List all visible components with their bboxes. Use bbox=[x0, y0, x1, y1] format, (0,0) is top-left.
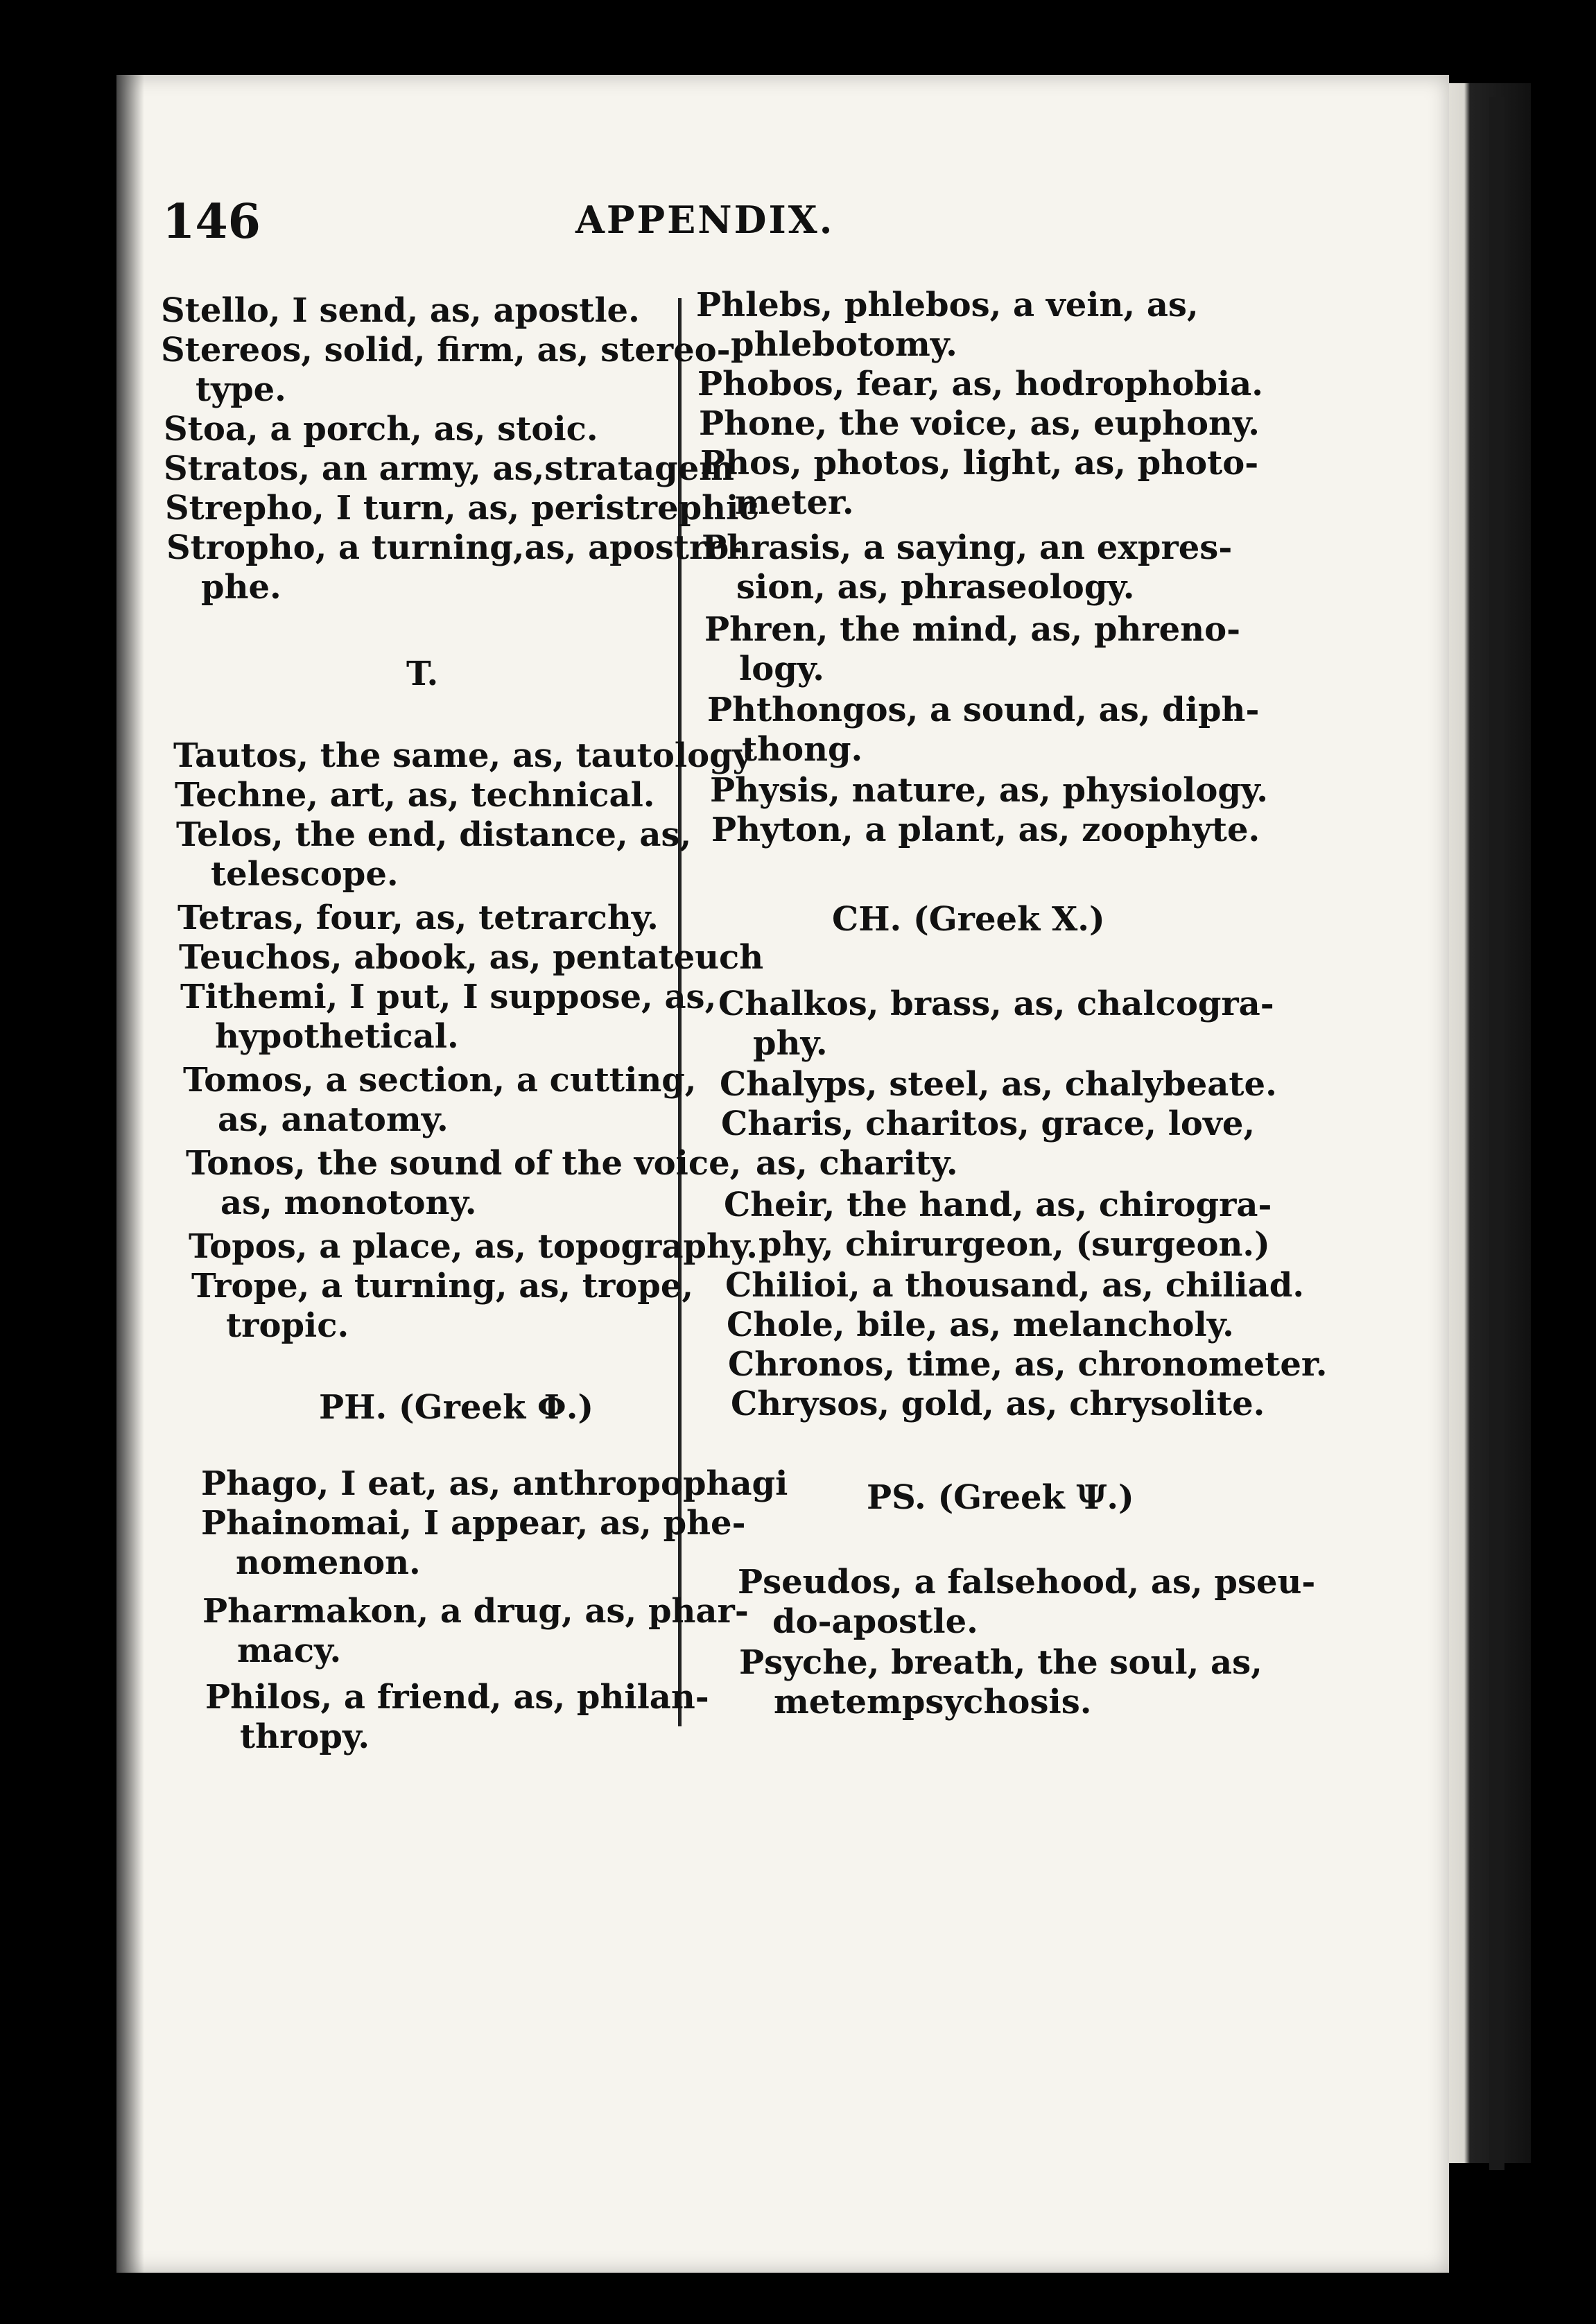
entry-topos: Topos, a place, as, topography. bbox=[189, 1227, 758, 1266]
entry-tonos: Tonos, the sound of the voice, as, monotony. bbox=[186, 1144, 742, 1222]
entry-chalkos: Chalkos, brass, as, chalcogra- phy. bbox=[718, 985, 1274, 1063]
entry-philos: Philos, a friend, as, philan- thropy. bbox=[205, 1678, 709, 1756]
entry-stropho: Stropho, a turning,as, apostro- phe. bbox=[166, 528, 743, 607]
entry-cheir: Cheir, the hand, as, chirogra- phy, chirurgeon, (surgeon.) bbox=[724, 1186, 1272, 1264]
entry-phago: Phago, I eat, as, anthropophagi bbox=[201, 1464, 788, 1503]
entry-chrysos: Chrysos, gold, as, chrysolite. bbox=[731, 1385, 1265, 1423]
entry-stereos: Stereos, solid, firm, as, stereo- type. bbox=[161, 331, 731, 409]
section-heading-t: T. bbox=[406, 654, 439, 693]
entry-stello: Stello, I send, as, apostle. bbox=[161, 291, 640, 330]
entry-tithemi: Tithemi, I put, I suppose, as, hypothetical. bbox=[180, 978, 717, 1056]
entry-pseudos: Pseudos, a falsehood, as, pseu- do-apostle. bbox=[738, 1563, 1316, 1641]
entry-chole: Chole, bile, as, melancholy. bbox=[727, 1306, 1234, 1344]
entry-chalyps: Chalyps, steel, as, chalybeate. bbox=[720, 1065, 1277, 1104]
entry-strepho: Strepho, I turn, as, peristrephic bbox=[165, 489, 759, 528]
entry-stratos: Stratos, an army, as,stratagem bbox=[164, 449, 735, 488]
entry-tomos: Tomos, a section, a cutting, as, anatomy. bbox=[183, 1061, 697, 1139]
binding-shadow bbox=[1489, 97, 1504, 2170]
entry-phainomai: Phainomai, I appear, as, phe- nomenon. bbox=[201, 1504, 746, 1582]
page-gutter-shadow bbox=[116, 75, 144, 2273]
entry-trope: Trope, a turning, as, trope, tropic. bbox=[191, 1267, 694, 1345]
entry-stoa: Stoa, a porch, as, stoic. bbox=[164, 410, 598, 449]
entry-phone: Phone, the voice, as, euphony. bbox=[699, 404, 1260, 443]
running-head: APPENDIX. bbox=[575, 198, 835, 242]
entry-phlebs: Phlebs, phlebos, a vein, as, phlebotomy. bbox=[696, 286, 1199, 364]
entry-teuchos: Teuchos, abook, as, pentateuch bbox=[179, 938, 764, 977]
entry-charis: Charis, charitos, grace, love, as, charity. bbox=[721, 1104, 1256, 1183]
entry-telos: Telos, the end, distance, as, telescope. bbox=[176, 815, 692, 894]
entry-chilioi: Chilioi, a thousand, as, chiliad. bbox=[725, 1266, 1305, 1305]
entry-phrasis: Phrasis, a saying, an expres- sion, as, phraseology. bbox=[702, 528, 1233, 607]
entry-physis: Physis, nature, as, physiology. bbox=[710, 771, 1268, 810]
entry-phyton: Phyton, a plant, as, zoophyte. bbox=[711, 810, 1260, 849]
entry-chronos: Chronos, time, as, chronometer. bbox=[728, 1345, 1328, 1384]
entry-tautos: Tautos, the same, as, tautology bbox=[173, 736, 752, 775]
section-heading-ch: CH. (Greek X.) bbox=[832, 900, 1105, 939]
page-number: 146 bbox=[162, 194, 261, 250]
section-heading-ph: PH. (Greek Φ.) bbox=[319, 1388, 594, 1427]
entry-phthongos: Phthongos, a sound, as, diph- thong. bbox=[707, 691, 1260, 769]
entry-pharmakon: Pharmakon, a drug, as, phar- macy. bbox=[202, 1592, 749, 1670]
entry-phobos: Phobos, fear, as, hodrophobia. bbox=[697, 365, 1263, 404]
section-heading-ps: PS. (Greek Ψ.) bbox=[867, 1478, 1134, 1517]
entry-phos: Phos, photos, light, as, photo- meter. bbox=[700, 444, 1259, 522]
entry-psyche: Psyche, breath, the soul, as, metempsychosis. bbox=[739, 1643, 1263, 1722]
entry-techne: Techne, art, as, technical. bbox=[175, 776, 655, 815]
entry-phren: Phren, the mind, as, phreno- logy. bbox=[704, 610, 1241, 688]
entry-tetras: Tetras, four, as, tetrarchy. bbox=[177, 899, 659, 937]
